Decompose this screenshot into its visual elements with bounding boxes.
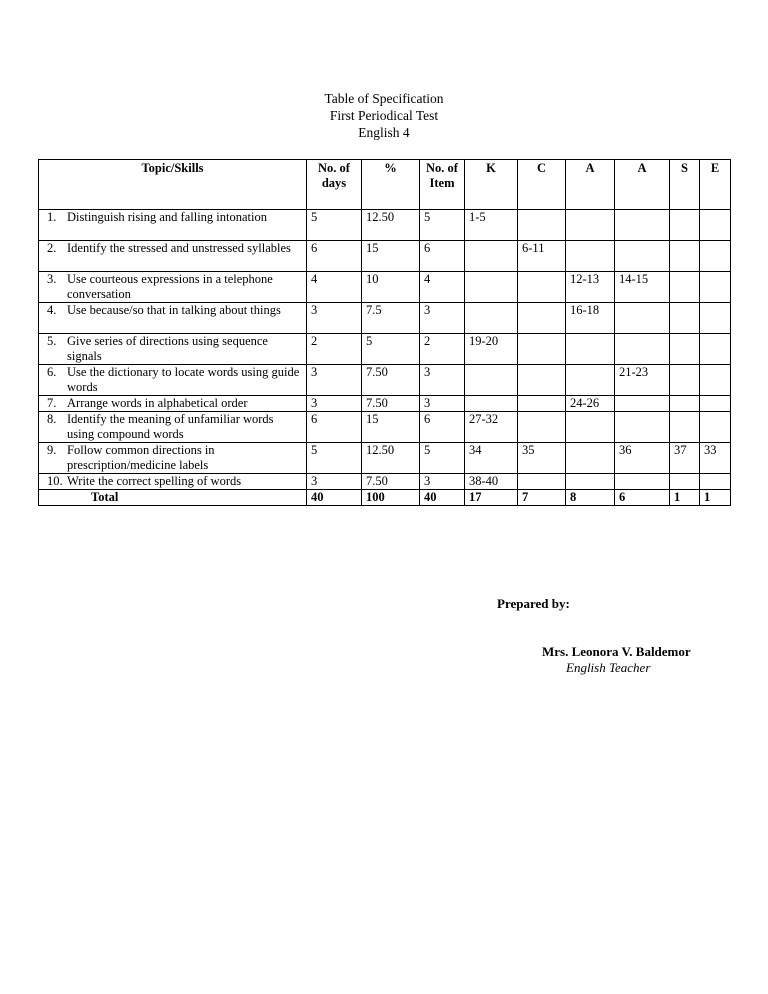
topic-cell (39, 210, 307, 241)
a1-cell: 12-13 (566, 272, 615, 303)
s-cell (670, 334, 700, 365)
topic-text: Write the correct spelling of words (67, 474, 242, 488)
days-cell: 3 (307, 474, 362, 490)
a2-cell: 36 (615, 443, 670, 474)
table-row (39, 272, 731, 303)
items-cell: 5 (420, 210, 465, 241)
s-cell (670, 412, 700, 443)
column-header-percent: % (362, 160, 420, 210)
topic-cell (39, 272, 307, 303)
s-cell: 37 (670, 443, 700, 474)
a1-cell: 24-26 (566, 396, 615, 412)
percent-cell: 15 (362, 412, 420, 443)
column-header-e: E (700, 160, 731, 210)
e-cell (700, 412, 731, 443)
column-header-a1: A (566, 160, 615, 210)
topic-text: Use the dictionary to locate words using guide words (67, 365, 300, 394)
items-cell: 6 (420, 241, 465, 272)
percent-cell: 12.50 (362, 210, 420, 241)
a2-cell (615, 474, 670, 490)
topic-cell (39, 396, 307, 412)
topic-cell (39, 241, 307, 272)
a2-cell: 21-23 (615, 365, 670, 396)
table-row (39, 241, 731, 272)
total-e: 1 (700, 490, 731, 506)
total-k: 17 (465, 490, 518, 506)
topic-number: 10. (47, 474, 63, 488)
percent-cell: 15 (362, 241, 420, 272)
a1-cell (566, 334, 615, 365)
document-title: Table of Specification (324, 91, 444, 106)
a2-cell (615, 396, 670, 412)
days-cell: 4 (307, 272, 362, 303)
topic-cell (39, 443, 307, 474)
table-row (39, 443, 731, 474)
a2-cell (615, 334, 670, 365)
total-s: 1 (670, 490, 700, 506)
column-header-topic: Topic/Skills (39, 160, 307, 210)
a1-cell (566, 412, 615, 443)
a2-cell (615, 241, 670, 272)
a1-cell (566, 365, 615, 396)
total-items: 40 (420, 490, 465, 506)
total-a2: 6 (615, 490, 670, 506)
a1-cell (566, 443, 615, 474)
total-label: Total (39, 490, 307, 506)
k-cell: 27-32 (465, 412, 518, 443)
s-cell (670, 272, 700, 303)
items-cell: 6 (420, 412, 465, 443)
items-cell: 3 (420, 303, 465, 334)
table-row (39, 396, 731, 412)
topic-text: Give series of directions using sequence signals (67, 334, 268, 363)
c-cell (518, 365, 566, 396)
e-cell: 33 (700, 443, 731, 474)
total-days: 40 (307, 490, 362, 506)
a1-cell (566, 210, 615, 241)
days-cell: 3 (307, 303, 362, 334)
c-cell (518, 272, 566, 303)
signer-role: English Teacher (566, 660, 651, 675)
days-cell: 3 (307, 365, 362, 396)
topic-number: 5. (47, 334, 57, 348)
topic-number: 4. (47, 303, 57, 317)
topic-cell (39, 303, 307, 334)
a1-cell (566, 241, 615, 272)
specification-table (38, 159, 731, 506)
k-cell: 19-20 (465, 334, 518, 365)
column-header-items: No. of Item (420, 160, 465, 210)
s-cell (670, 396, 700, 412)
percent-cell: 5 (362, 334, 420, 365)
table-row (39, 334, 731, 365)
days-cell: 5 (307, 210, 362, 241)
a2-cell: 14-15 (615, 272, 670, 303)
s-cell (670, 241, 700, 272)
c-cell: 35 (518, 443, 566, 474)
topic-text: Identify the stressed and unstressed syllables (67, 241, 291, 255)
column-header-s: S (670, 160, 700, 210)
k-cell: 1-5 (465, 210, 518, 241)
c-cell (518, 412, 566, 443)
a1-cell: 16-18 (566, 303, 615, 334)
topic-cell (39, 474, 307, 490)
percent-cell: 12.50 (362, 443, 420, 474)
percent-cell: 7.50 (362, 474, 420, 490)
items-cell: 2 (420, 334, 465, 365)
table-row (39, 412, 731, 443)
topic-number: 2. (47, 241, 57, 255)
topic-number: 3. (47, 272, 57, 286)
column-header-k: K (465, 160, 518, 210)
table-row (39, 210, 731, 241)
k-cell (465, 396, 518, 412)
percent-cell: 7.50 (362, 396, 420, 412)
total-row (39, 490, 731, 506)
items-cell: 3 (420, 396, 465, 412)
prepared-by-label: Prepared by: (497, 596, 570, 611)
table-row (39, 474, 731, 490)
topic-text: Follow common directions in prescription/medicine labels (67, 443, 215, 472)
days-cell: 5 (307, 443, 362, 474)
a2-cell (615, 412, 670, 443)
s-cell (670, 365, 700, 396)
table-header-row (39, 160, 731, 210)
topic-number: 1. (47, 210, 57, 224)
document-subject: English 4 (358, 125, 410, 140)
a1-cell (566, 474, 615, 490)
topic-number: 8. (47, 412, 57, 426)
topic-number: 7. (47, 396, 57, 410)
items-cell: 3 (420, 365, 465, 396)
e-cell (700, 210, 731, 241)
days-cell: 2 (307, 334, 362, 365)
k-cell (465, 241, 518, 272)
percent-cell: 10 (362, 272, 420, 303)
total-c: 7 (518, 490, 566, 506)
document-header (0, 90, 768, 141)
s-cell (670, 303, 700, 334)
column-header-a2: A (615, 160, 670, 210)
topic-text: Use courteous expressions in a telephone conversation (67, 272, 273, 301)
e-cell (700, 303, 731, 334)
table-row (39, 303, 731, 334)
items-cell: 5 (420, 443, 465, 474)
topic-text: Distinguish rising and falling intonation (67, 210, 267, 224)
document-subtitle: First Periodical Test (329, 108, 439, 123)
signer-name: Mrs. Leonora V. Baldemor (542, 644, 691, 659)
k-cell (465, 303, 518, 334)
percent-cell: 7.5 (362, 303, 420, 334)
topic-number: 6. (47, 365, 57, 379)
days-cell: 6 (307, 412, 362, 443)
items-cell: 4 (420, 272, 465, 303)
c-cell (518, 303, 566, 334)
a2-cell (615, 303, 670, 334)
column-header-c: C (518, 160, 566, 210)
k-cell (465, 272, 518, 303)
c-cell (518, 474, 566, 490)
topic-cell (39, 334, 307, 365)
topic-cell (39, 412, 307, 443)
k-cell: 38-40 (465, 474, 518, 490)
e-cell (700, 241, 731, 272)
total-percent: 100 (362, 490, 420, 506)
c-cell: 6-11 (518, 241, 566, 272)
e-cell (700, 365, 731, 396)
e-cell (700, 334, 731, 365)
days-cell: 6 (307, 241, 362, 272)
days-cell: 3 (307, 396, 362, 412)
c-cell (518, 210, 566, 241)
e-cell (700, 474, 731, 490)
items-cell: 3 (420, 474, 465, 490)
topic-text: Arrange words in alphabetical order (67, 396, 248, 410)
topic-number: 9. (47, 443, 57, 457)
a2-cell (615, 210, 670, 241)
e-cell (700, 396, 731, 412)
c-cell (518, 396, 566, 412)
topic-text: Identify the meaning of unfamiliar words using compound words (67, 412, 274, 441)
column-header-days: No. of days (307, 160, 362, 210)
e-cell (700, 272, 731, 303)
k-cell (465, 365, 518, 396)
percent-cell: 7.50 (362, 365, 420, 396)
s-cell (670, 474, 700, 490)
total-a1: 8 (566, 490, 615, 506)
topic-cell (39, 365, 307, 396)
c-cell (518, 334, 566, 365)
topic-text: Use because/so that in talking about things (67, 303, 281, 317)
s-cell (670, 210, 700, 241)
k-cell: 34 (465, 443, 518, 474)
table-row (39, 365, 731, 396)
